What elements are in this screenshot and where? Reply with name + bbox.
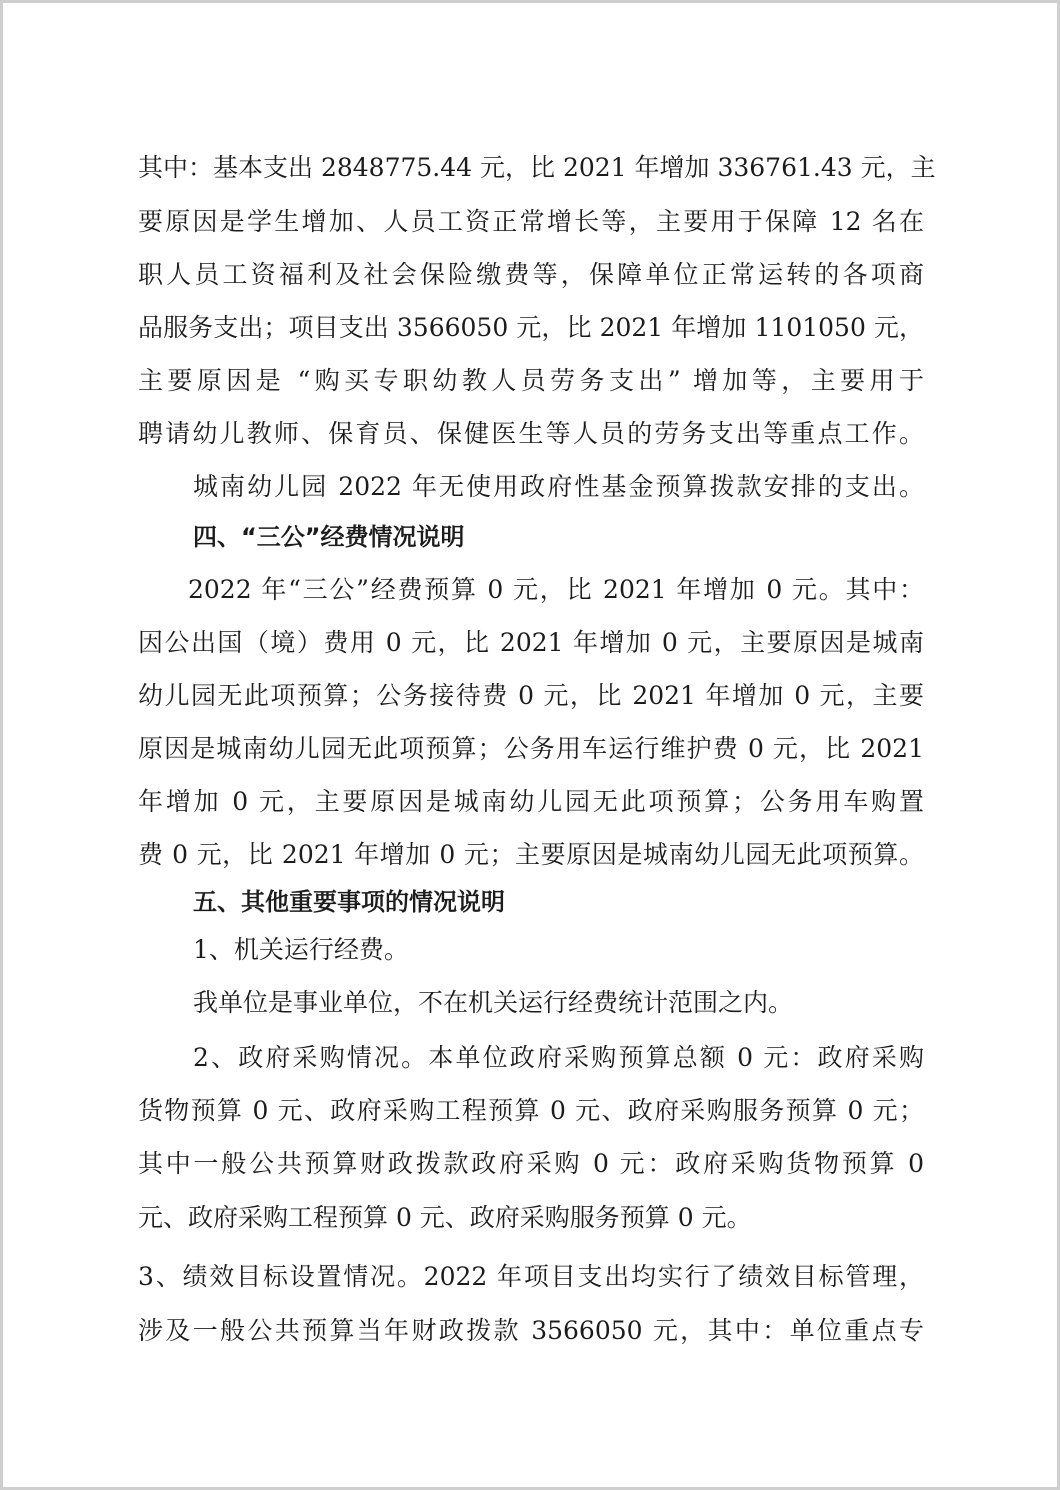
paragraph-line-19: 货物预算 0 元、政府采购工程预算 0 元、政府采购服务预算 0 元； xyxy=(138,1096,924,1125)
paragraph-line-14: 费 0 元，比 2021 年增加 0 元；主要原因是城南幼儿园无此项预算。 xyxy=(138,840,924,869)
paragraph-line-10: 因公出国（境）费用 0 元，比 2021 年增加 0 元，主要原因是城南 xyxy=(138,628,924,657)
paragraph-line-9: 2022 年“三公”经费预算 0 元，比 2021 年增加 0 元。其中： xyxy=(188,575,924,604)
paragraph-line-18: 2、政府采购情况。本单位政府采购预算总额 0 元：政府采购 xyxy=(193,1043,924,1072)
paragraph-line-1: 其中：基本支出 2848775.44 元，比 2021 年增加 336761.43 元，主 xyxy=(138,153,936,182)
paragraph-line-20: 其中一般公共预算财政拨款政府采购 0 元：政府采购货物预算 0 xyxy=(138,1149,924,1178)
paragraph-line-21: 元、政府采购工程预算 0 元、政府采购服务预算 0 元。 xyxy=(138,1203,752,1232)
paragraph-line-11: 幼儿园无此项预算；公务接待费 0 元，比 2021 年增加 0 元，主要 xyxy=(138,681,924,710)
paragraph-line-5: 主要原因是 “购买专职幼教人员劳务支出” 增加等，主要用于 xyxy=(138,366,924,395)
paragraph-line-23: 涉及一般公共预算当年财政拨款 3566050 元，其中：单位重点专 xyxy=(138,1316,924,1345)
item-heading-1: 1、机关运行经费。 xyxy=(193,935,409,964)
paragraph-line-2: 要原因是学生增加、人员工资正常增长等，主要用于保障 12 名在 xyxy=(138,207,924,236)
section-heading-four: 四、“三公”经费情况说明 xyxy=(193,523,465,551)
paragraph-line-3: 职人员工资福利及社会保险缴费等，保障单位正常运转的各项商 xyxy=(138,260,924,289)
paragraph-line-17: 我单位是事业单位，不在机关运行经费统计范围之内。 xyxy=(193,988,794,1017)
paragraph-fund-budget: 城南幼儿园 2022 年无使用政府性基金预算拨款安排的支出。 xyxy=(193,472,924,501)
section-heading-five: 五、其他重要事项的情况说明 xyxy=(193,888,505,916)
paragraph-line-22: 3、绩效目标设置情况。2022 年项目支出均实行了绩效目标管理， xyxy=(138,1262,924,1291)
paragraph-line-4: 品服务支出；项目支出 3566050 元，比 2021 年增加 1101050 元， xyxy=(138,313,924,342)
paragraph-line-6: 聘请幼儿教师、保育员、保健医生等人员的劳务支出等重点工作。 xyxy=(138,419,924,448)
paragraph-line-13: 年增加 0 元，主要原因是城南幼儿园无此项预算；公务用车购置 xyxy=(138,787,924,816)
paragraph-line-12: 原因是城南幼儿园无此项预算；公务用车运行维护费 0 元，比 2021 xyxy=(138,734,924,763)
